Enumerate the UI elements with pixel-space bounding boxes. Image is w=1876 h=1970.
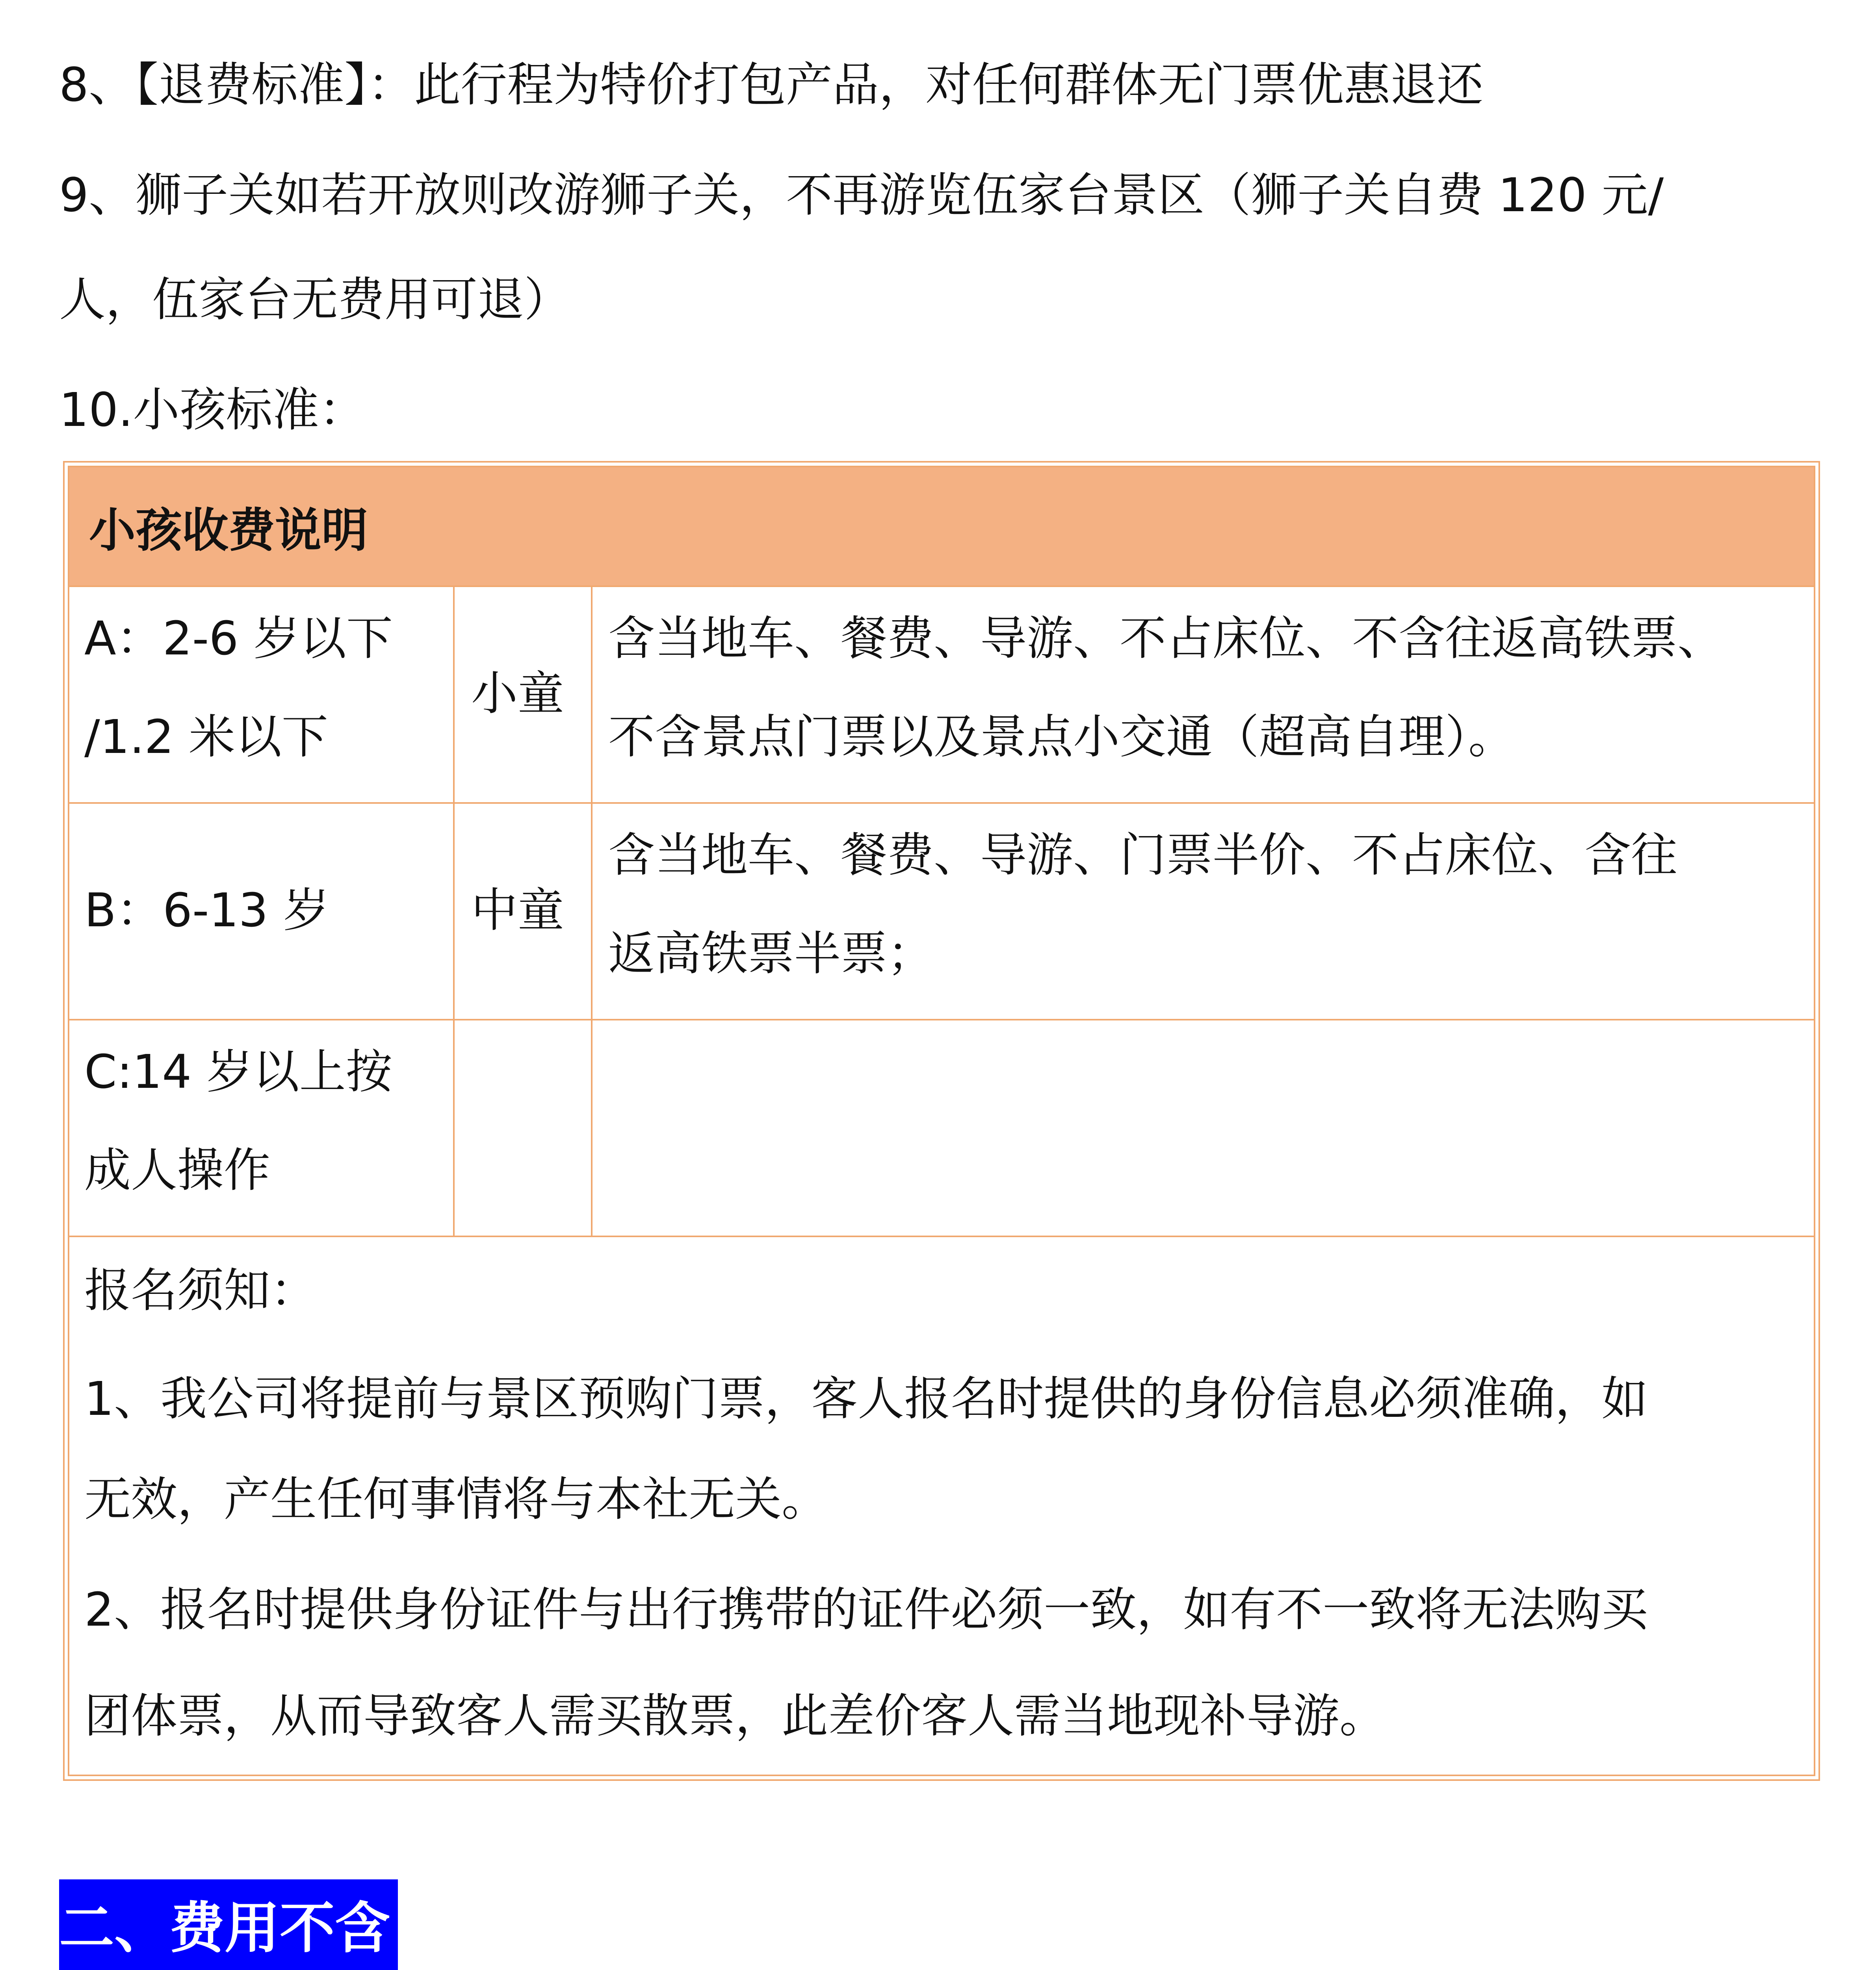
registration-notes	[69, 1237, 1814, 1775]
table-row-b	[69, 804, 1814, 1020]
age-range-line1: B：6-13 岁	[84, 883, 330, 937]
child-type: 小童	[471, 666, 565, 721]
table-row-c	[69, 1020, 1814, 1237]
note-1-line2: 无效，产生任何事情将与本社无关。	[84, 1472, 828, 1526]
child-type: 中童	[471, 883, 565, 937]
refund-standard-item: 8、【退费标准】：此行程为特价打包产品，对任何群体无门票优惠退还	[59, 58, 1484, 112]
age-range-line1: A：2-6 岁以下	[84, 611, 393, 665]
note-1-line1: 1、我公司将提前与景区预购门票，客人报名时提供的身份信息必须准确，如	[84, 1372, 1648, 1426]
section-heading-exclusions	[59, 1879, 398, 1970]
section-heading-text: 二、费用不含	[59, 1896, 390, 1961]
note-2-line1: 2、报名时提供身份证件与出行携带的证件必须一致，如有不一致将无法购买	[84, 1582, 1648, 1637]
shiziguan-item-line2: 人，伍家台无费用可退）	[59, 272, 571, 327]
notes-title: 报名须知：	[84, 1263, 317, 1318]
desc-line2: 返高铁票半票；	[608, 926, 934, 981]
shiziguan-item-line1: 9、狮子关如若开放则改游狮子关，不再游览伍家台景区（狮子关自费 120 元/	[59, 168, 1664, 222]
note-2-line2: 团体票，从而导致客人需买散票，此差价客人需当地现补导游。	[84, 1689, 1386, 1743]
table-row-a	[69, 587, 1814, 804]
age-range-line2: 成人操作	[84, 1143, 271, 1197]
desc-line2: 不含景点门票以及景点小交通（超高自理）。	[608, 710, 1515, 764]
child-standard-item: 10.小孩标准：	[59, 383, 366, 437]
desc-line1: 含当地车、餐费、导游、门票半价、不占床位、含往	[608, 828, 1678, 882]
table-header-title: 小孩收费说明	[89, 503, 368, 558]
age-range-line2: /1.2 米以下	[84, 710, 328, 764]
table-header	[69, 467, 1814, 587]
desc-line1: 含当地车、餐费、导游、不占床位、不含往返高铁票、	[608, 611, 1724, 665]
age-range-line1: C:14 岁以上按	[84, 1044, 392, 1099]
child-fee-table	[63, 461, 1820, 1781]
